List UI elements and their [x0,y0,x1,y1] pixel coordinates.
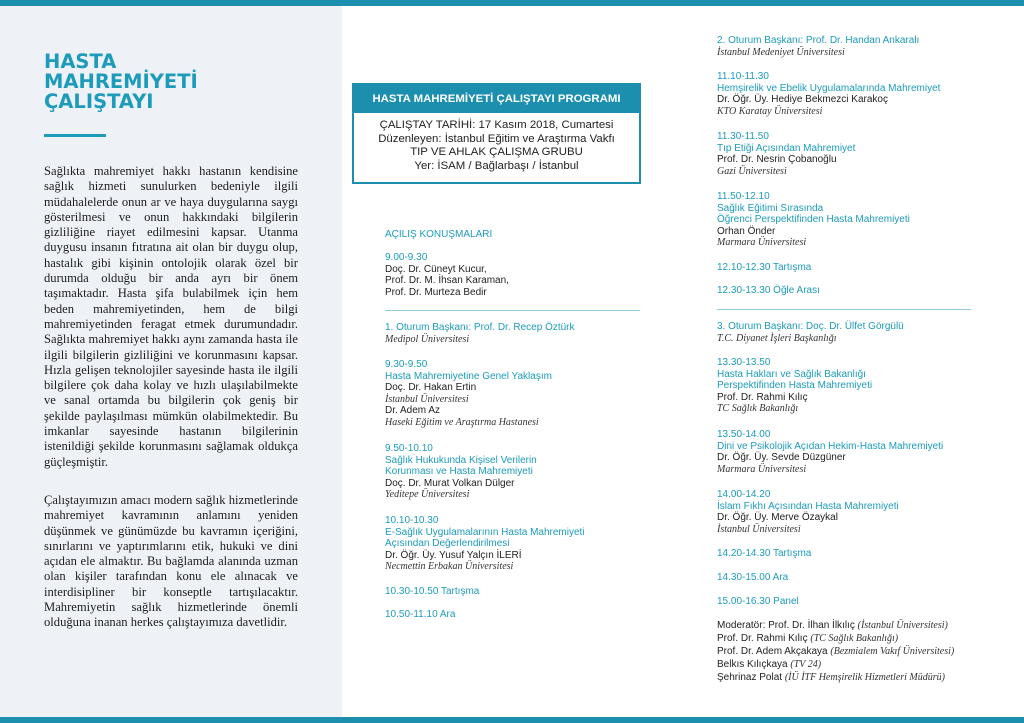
item-time: 10.50-11.10 [385,609,438,620]
program-date: ÇALIŞTAY TARİHİ: 17 Kasım 2018, Cumartesi [379,119,614,131]
program-organizer: Düzenleyen: İstanbul Eğitim ve Araştırma Vakfı [378,132,615,145]
session-chair: 2. Oturum Başkanı: Prof. Dr. Handan Ankaralı [717,35,920,46]
talk-time: 11.30-11.50 [717,131,769,142]
opening-block [385,252,509,298]
intro-paragraph: Sağlıkta mahremiyet hakkı hastanın kendisine sağlık hizmeti sunulurken bedeniyle ilgili müdahalelerde onun ar ve haya duygularına saygı gösterilmesi ve onun hakkındaki bilgilerin gizliliğine riayet edilmesini kapsar. Utanma duygusu insanın fıtratına ait olan bir duygu olup, hastalık gibi kişinin ontolojik olarak özel bir durumda olduğu bir anda ayrı bir önem taşımaktadır. Hasta şifa bulabilmek için hem beden mahremiyetinden, hem de bilgi mahremiyetinden feragat etmek durumundadır. Sağlıkta mahremiyet hakkı aynı zamanda hasta ile ilgili bilgilerin gizliliğini ve korunmasını kapsar. Hızla gelişen teknolojiler sayesinde hasta ile ilgili bilgilere çok daha kolay ve hızlı ulaşılabilmekte ve sanal ortamda bu bilgilerin çok geniş bir şekilde paylaşılması mümkün olabilmektedir. Bu imkanlar sayesinde hastanın bilgilerinin istenildiği şekilde korunmasını sağlamak oldukça güçleşmiştir. [44,164,298,469]
item-time: 14.20-14.30 [717,548,771,559]
institution: İstanbul Üniversitesi [717,523,801,535]
program-header: HASTA MAHREMİYETİ ÇALIŞTAYI PROGRAMI [354,85,639,113]
session-time: 9.00-9.30 [385,252,428,263]
item-time: 12.30-13.30 [717,285,771,296]
title-line: ÇALIŞTAYI [44,90,154,113]
item-time: 14.30-15.00 [717,572,771,583]
discussion-item [717,262,811,274]
talk-block [385,359,552,429]
item-time: 10.30-10.50 [385,586,439,597]
talk-time: 9.30-9.50 [385,359,428,370]
talk-title: E-Sağlık Uygulamalarının Hasta Mahremiyeti [385,526,585,538]
talk-block [385,443,537,501]
speaker: Prof. Dr. Rahmi Kılıç [717,391,808,403]
program-venue: Yer: İSAM / Bağlarbaşı / İstanbul [414,160,579,173]
speaker: Dr. Öğr. Üy. Yusuf Yalçın İLERİ [385,549,522,561]
program-group: TIP VE AHLAK ÇALIŞMA GRUBU [410,146,583,159]
session3-header [717,321,904,344]
institution: Medipol Üniversitesi [385,333,470,345]
talk-block [717,357,872,415]
item-label: Ara [439,609,456,620]
speaker: Dr. Adem Az [385,405,441,417]
panelist-name: Prof. Dr. Rahmi Kılıç [717,633,808,645]
divider [385,310,640,311]
talk-block [385,515,585,573]
institution: İstanbul Medeniyet Üniversitesi [717,46,845,58]
title-underline [44,134,106,137]
panelist-institution: (Bezmialem Vakıf Üniversitesi) [830,646,955,658]
talk-block [717,131,855,177]
talk-title: Sağlık Eğitimi Sırasında [717,202,824,214]
talk-time: 11.50-12.10 [717,191,770,202]
talk-time: 13.30-13.50 [717,357,771,368]
speaker: Prof. Dr. Nesrin Çobanoğlu [717,154,837,166]
talk-time: 13.50-14.00 [717,429,771,440]
lunch-item [717,285,820,297]
institution: T.C. Diyanet İşleri Başkanlığı [717,332,837,344]
institution: Necmettin Erbakan Üniversitesi [385,561,514,573]
institution: Yeditepe Üniversitesi [385,489,470,501]
item-label: Öğle Arası [773,285,820,296]
session2-header [717,35,919,58]
brochure-title [44,52,304,112]
talk-block [717,489,899,535]
talk-title: Dini ve Psikolojik Açıdan Hekim-Hasta Mahremiyeti [717,440,944,452]
item-time: 15.00-16.30 [717,596,771,607]
panelist-institution: (TV 24) [790,659,822,671]
institution: Gazi Üniversitesi [717,165,787,177]
item-label: Panel [773,596,799,607]
panelist [717,645,954,658]
item-label: Ara [772,572,789,583]
item-label: Tartışma [441,586,480,597]
institution: TC Sağlık Bakanlığı [717,403,799,415]
title-line: MAHREMİYETİ [44,70,198,93]
panel-item [717,596,799,608]
institution: Haseki Eğitim ve Araştırma Hastanesi [385,416,539,428]
speaker: Prof. Dr. Murteza Bedir [385,286,487,298]
talk-block [717,429,943,475]
panelist-name: Moderatör: Prof. Dr. İlhan İlkılıç [717,620,855,631]
panelist-name: Şehrinaz Polat [717,672,783,684]
panelist-institution: (İÜ İTF Hemşirelik Hizmetleri Müdürü) [784,672,945,684]
talk-title: Hasta Hakları ve Sağlık Bakanlığı [717,368,866,380]
talk-time: 10.10-10.30 [385,515,439,526]
talk-title: Hemşirelik ve Ebelik Uygulamalarında Mahremiyet [717,82,941,94]
purpose-paragraph: Çalıştayımızın amacı modern sağlık hizmetlerinde mahremiyet kavramının anlamını yeniden düşünmek ve günümüzde bu kavramın içeriğini, sınırlarını ve yaptırımlarını etik, hukuki ve dini açıdan ele almaktır. Bu bağlamda alanında uzman olan kişiler tarafından konu ele alınacak ve interdisipliner bir konseptle tartışılacaktır. Mahremiyetin sağlık hizmetlerinde önemli olduğuna inanan herkes çalıştayımıza davetlidir. [44,493,298,630]
speaker: Doç. Dr. Hakan Ertin [385,382,477,394]
opening-section [385,229,492,241]
talk-title: Tıp Etiği Açısından Mahremiyet [717,142,856,154]
talk-title: İslam Fıkhı Açısından Hasta Mahremiyeti [717,500,899,512]
talk-title: Açısından Değerlendirilmesi [385,538,510,550]
talk-time: 11.10-11.30 [717,71,769,82]
discussion-item [717,548,811,560]
institution: Marmara Üniversitesi [717,463,807,475]
institution: İstanbul Üniversitesi [385,393,469,405]
panelist-institution: (TC Sağlık Bakanlığı) [810,633,899,645]
title-line: HASTA [44,50,117,73]
talk-title: Sağlık Hukukunda Kişisel Verilerin [385,454,537,466]
bottom-accent-bar [0,717,1024,723]
talk-title: Korunması ve Hasta Mahremiyeti [385,466,533,478]
panelist [717,671,954,684]
talk-block [717,71,940,117]
panelist-institution: (İstanbul Üniversitesi) [857,620,948,631]
panel-list [717,619,954,684]
speaker: Doç. Dr. Murat Volkan Dülger [385,477,515,489]
item-time: 12.10-12.30 [717,262,771,273]
session1-header [385,322,575,345]
session-chair: 1. Oturum Başkanı: Prof. Dr. Recep Öztürk [385,322,575,333]
talk-title: Perspektifinden Hasta Mahremiyeti [717,380,873,392]
opening-title: AÇILIŞ KONUŞMALARI [385,229,493,240]
program-info-box [352,83,641,184]
speaker: Orhan Önder [717,225,776,237]
institution: KTO Karatay Üniversitesi [717,105,823,117]
discussion-item [385,586,479,598]
talk-title: Hasta Mahremiyetine Genel Yaklaşım [385,370,552,382]
divider [717,309,971,310]
program-details [354,113,639,174]
speaker: Doç. Dr. Cüneyt Kucur, [385,263,487,275]
institution: Marmara Üniversitesi [717,237,807,249]
panelist-name: Belkıs Kılıçkaya [717,659,788,671]
item-label: Tartışma [773,262,812,273]
panelist [717,619,954,632]
talk-block [717,191,910,249]
panelist [717,658,954,671]
break-item [717,572,788,584]
session-chair: 3. Oturum Başkanı: Doç. Dr. Ülfet Görgülü [717,321,904,332]
speaker: Dr. Öğr. Üy. Merve Özaykal [717,512,838,524]
talk-time: 14.00-14.20 [717,489,771,500]
item-label: Tartışma [773,548,812,559]
speaker: Dr. Öğr. Üy. Hediye Bekmezci Karakoç [717,94,888,106]
speaker: Prof. Dr. M. İhsan Karaman, [385,275,509,287]
talk-time: 9.50-10.10 [385,443,433,454]
panelist-name: Prof. Dr. Adem Akçakaya [717,646,828,658]
speaker: Dr. Öğr. Üy. Sevde Düzgüner [717,452,846,464]
panelist [717,632,954,645]
break-item [385,609,455,621]
talk-title: Öğrenci Perspektifinden Hasta Mahremiyeti [717,214,910,226]
